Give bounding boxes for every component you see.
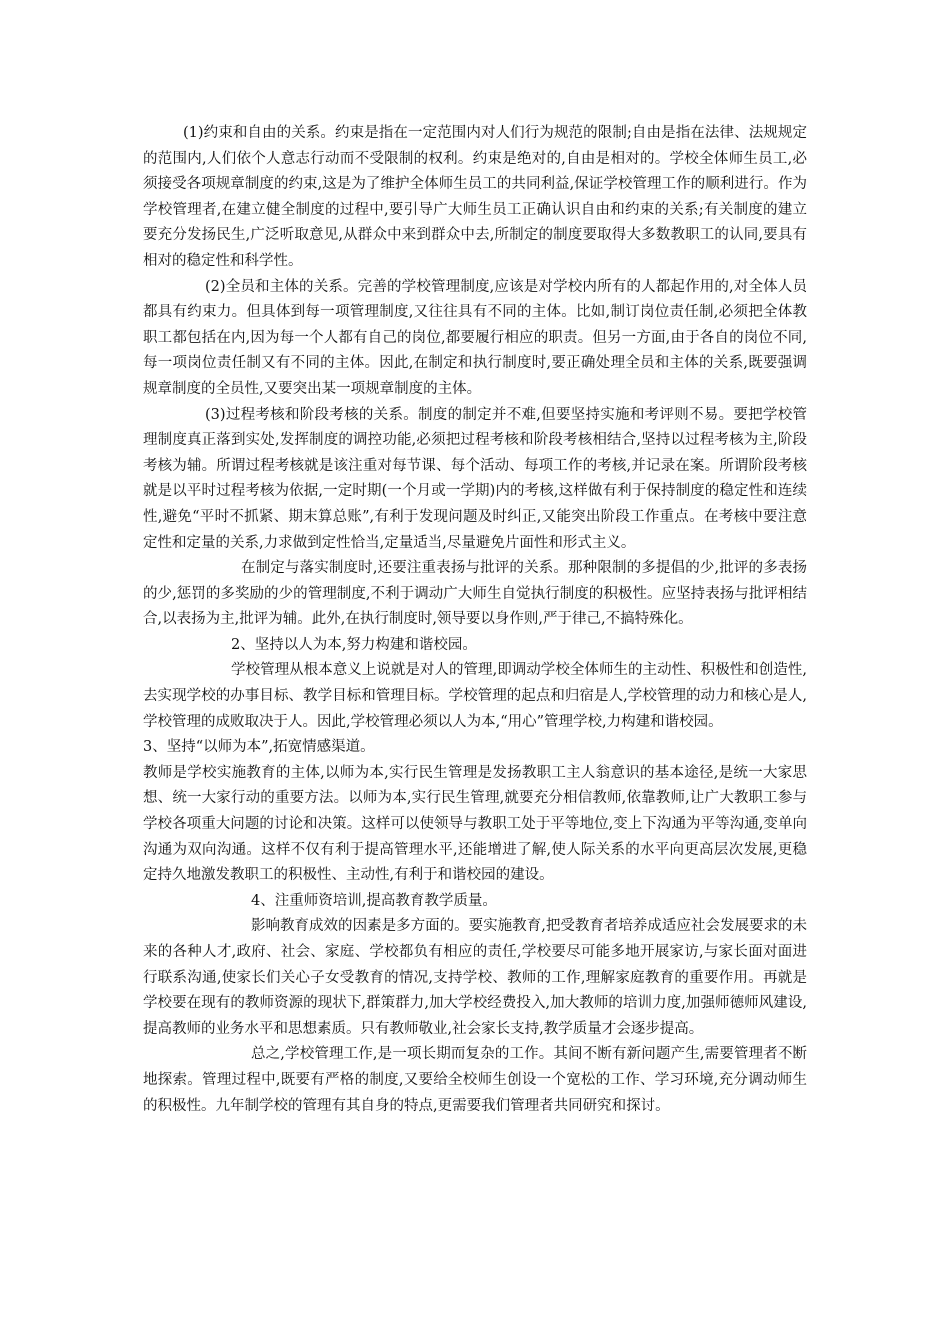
paragraph-people-oriented: 学校管理从根本意义上说就是对人的管理,即调动学校全体师生的主动性、积极性和创造性,去实现学校的办事目标、教学目标和管理目标。学校管理的起点和归宿是人,学校管理的动力和核心是人,学校管理的成败取决于人。因此,学校管理必须以人为本,“用心”管理学校,力构建和谐校园。	[143, 662, 807, 730]
paragraph-process-stage-assessment: (3)过程考核和阶段考核的关系。制度的制定并不难,但要坚持实施和考评则不易。要把学校管理制度真正落到实处,发挥制度的调控功能,必须把过程考核和阶段考核相结合,坚持以过程考核为主,阶段考核为辅。所谓过程考核就是该注重对每节课、每个活动、每项工作的考核,并记录在案。所谓阶段考核就是以平时过程考核为依据,一定时期(一个月或一学期)内的考核,这样做有利于保持制度的稳定性和连续性,避免“平时不抓紧、期末算总账”,有利于发现问题及时纠正,又能突出阶段工作重点。在考核中要注意定性和定量的关系,力求做到定性恰当,定量适当,尽量避免片面性和形式主义。	[143, 406, 807, 551]
paragraph-all-staff-subject: (2)全员和主体的关系。完善的学校管理制度,应该是对学校内所有的人都起作用的,对全体人员都具有约束力。但具体到每一项管理制度,又往往具有不同的主体。比如,制订岗位责任制,必须把全体教职工都包括在内,因为每一个人都有自己的岗位,都要履行相应的职责。但另一方面,由于各自的岗位不同,每一项岗位责任制又有不同的主体。因此,在制定和执行制度时,要正确处理全员和主体的关系,既要强调规章制度的全员性,又要突出某一项规章制度的主体。	[143, 278, 807, 397]
paragraph-constraint-freedom: (1)约束和自由的关系。约束是指在一定范围内对人们行为规范的限制;自由是指在法律、法规规定的范围内,人们依个人意志行动而不受限制的权利。约束是绝对的,自由是相对的。学校全体师生员工,必须接受各项规章制度的约束,这是为了维护全体师生员工的共同利益,保证学校管理工作的顺利进行。作为学校管理者,在建立健全制度的过程中,要引导广大师生员工正确认识自由和约束的关系;有关制度的建立要充分发扬民生,广泛听取意见,从群众中来到群众中去,所制定的制度要取得大多数教职工的认同,要具有相对的稳定性和科学性。	[143, 125, 807, 269]
paragraph-teacher-training: 影响教育成效的因素是多方面的。要实施教育,把受教育者培养成适应社会发展要求的未来的各种人才,政府、社会、家庭、学校都负有相应的责任,学校要尽可能多地开展家访,与家长面对面进行联系沟通,使家长们关心子女受教育的情况,支持学校、教师的工作,理解家庭教育的重要作用。再就是学校要在现有的教师资源的现状下,群策群力,加大学校经费投入,加大教师的培训力度,加强师德师风建设,提高教师的业务水平和思想素质。只有教师敬业,社会家长支持,教学质量才会逐步提高。	[143, 918, 807, 1037]
paragraph-teacher-oriented: 教师是学校实施教育的主体,以师为本,实行民生管理是发扬教职工主人翁意识的基本途径,是统一大家思想、统一大家行动的重要方法。以师为本,实行民生管理,就要充分相信教师,依靠教师,让广大教职工参与学校各项重大问题的讨论和决策。这样可以使领导与教职工处于平等地位,变上下沟通为平等沟通,变单向沟通为双向沟通。这样不仅有利于提高管理水平,还能增进了解,使人际关系的水平向更高层次发展,更稳定持久地激发教职工的积极性、主动性,有利于和谐校园的建设。	[143, 764, 807, 884]
paragraph-conclusion: 总之,学校管理工作,是一项长期而复杂的工作。其间不断有新问题产生,需要管理者不断地探索。管理过程中,既要有严格的制度,又要给全校师生创设一个宽松的工作、学习环境,充分调动师生的积极性。九年制学校的管理有其自身的特点,更需要我们管理者共同研究和探讨。	[143, 1046, 807, 1114]
section-heading-2: 2、坚持以人为本,努力构建和谐校园。	[231, 636, 477, 653]
paragraph-praise-criticism: 在制定与落实制度时,还要注重表扬与批评的关系。那种限制的多提倡的少,批评的多表扬的少,惩罚的多奖励的少的管理制度,不利于调动广大师生自觉执行制度的积极性。应坚持表扬与批评相结合,以表扬为主,批评为辅。此外,在执行制度时,领导要以身作则,严于律己,不搞特殊化。	[143, 560, 807, 628]
section-heading-4: 4、注重师资培训,提高教育教学质量。	[251, 892, 497, 909]
section-heading-3: 3、坚持“以师为本”,拓宽情感渠道。	[143, 739, 375, 756]
document-body	[143, 121, 807, 1119]
